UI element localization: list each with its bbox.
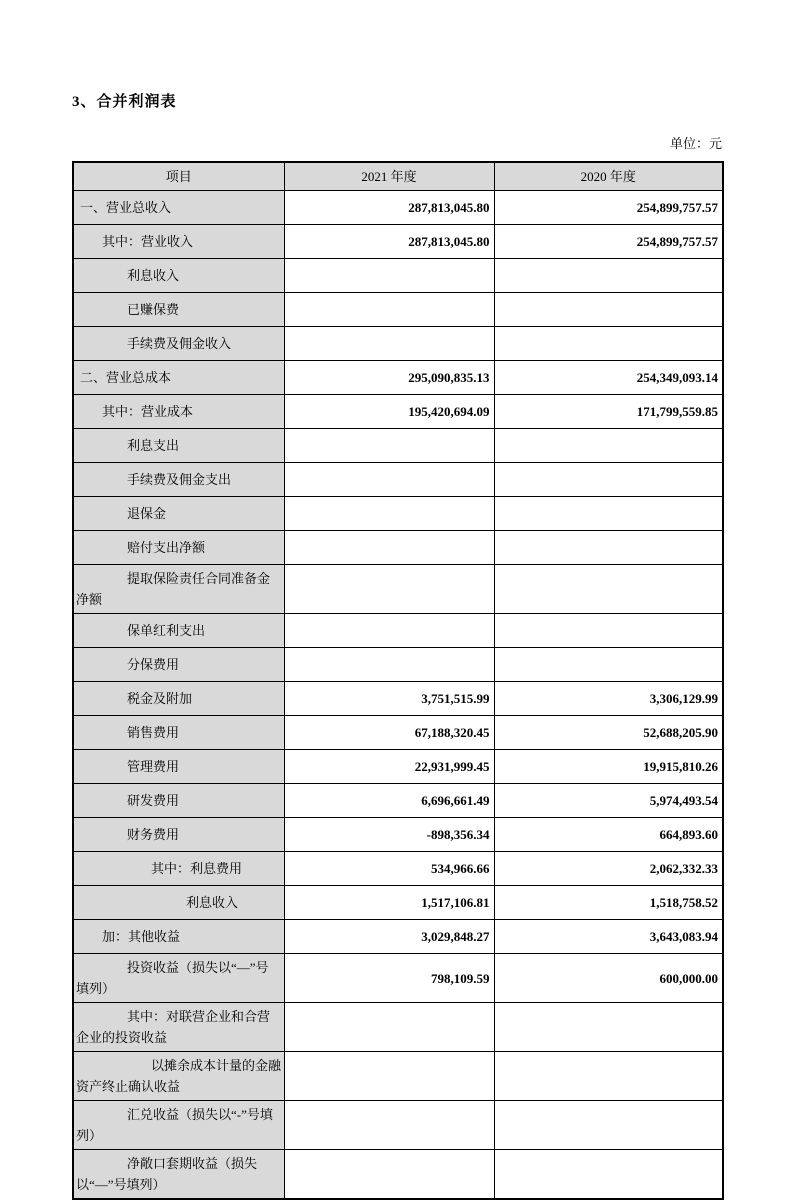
table-row bbox=[73, 191, 723, 225]
value-2021-cell: 287,813,045.80 bbox=[284, 191, 494, 225]
item-label-cell: 加：其他收益 bbox=[73, 920, 284, 954]
item-label-cell: 手续费及佣金收入 bbox=[73, 327, 284, 361]
item-label-cell: 利息收入 bbox=[73, 259, 284, 293]
table-row bbox=[73, 784, 723, 818]
value-2020-cell: 254,349,093.14 bbox=[494, 361, 723, 395]
value-2020-cell: 5,974,493.54 bbox=[494, 784, 723, 818]
item-label-cell: 以摊余成本计量的金融资产终止确认收益 bbox=[73, 1052, 284, 1101]
item-label-cell: 利息收入 bbox=[73, 886, 284, 920]
value-2021-cell: 67,188,320.45 bbox=[284, 716, 494, 750]
table-row bbox=[73, 750, 723, 784]
value-2020-cell: 52,688,205.90 bbox=[494, 716, 723, 750]
value-2021-cell: 534,966.66 bbox=[284, 852, 494, 886]
value-2021-cell: 3,751,515.99 bbox=[284, 682, 494, 716]
value-2021-cell bbox=[284, 648, 494, 682]
value-2020-cell: 600,000.00 bbox=[494, 954, 723, 1003]
value-2020-cell bbox=[494, 648, 723, 682]
table-row bbox=[73, 818, 723, 852]
table-row bbox=[73, 327, 723, 361]
value-2021-cell bbox=[284, 429, 494, 463]
value-2021-cell: 1,517,106.81 bbox=[284, 886, 494, 920]
table-row bbox=[73, 614, 723, 648]
value-2021-cell bbox=[284, 565, 494, 614]
item-label-cell: 已赚保费 bbox=[73, 293, 284, 327]
table-row bbox=[73, 463, 723, 497]
value-2020-cell: 171,799,559.85 bbox=[494, 395, 723, 429]
value-2020-cell bbox=[494, 565, 723, 614]
value-2021-cell bbox=[284, 1003, 494, 1052]
value-2020-cell bbox=[494, 614, 723, 648]
value-2021-cell: 798,109.59 bbox=[284, 954, 494, 1003]
item-label-cell: 研发费用 bbox=[73, 784, 284, 818]
value-2020-cell: 3,306,129.99 bbox=[494, 682, 723, 716]
header-year-2020-column: 2020 年度 bbox=[494, 162, 723, 191]
table-row bbox=[73, 565, 723, 614]
item-label-cell: 财务费用 bbox=[73, 818, 284, 852]
item-label-cell: 管理费用 bbox=[73, 750, 284, 784]
table-row bbox=[73, 1003, 723, 1052]
value-2020-cell: 254,899,757.57 bbox=[494, 225, 723, 259]
table-row bbox=[73, 716, 723, 750]
value-2021-cell: 6,696,661.49 bbox=[284, 784, 494, 818]
header-item-column: 项目 bbox=[73, 162, 284, 191]
item-label-cell: 其中：对联营企业和合营企业的投资收益 bbox=[73, 1003, 284, 1052]
value-2021-cell bbox=[284, 497, 494, 531]
value-2020-cell: 1,518,758.52 bbox=[494, 886, 723, 920]
table-row bbox=[73, 648, 723, 682]
value-2021-cell: -898,356.34 bbox=[284, 818, 494, 852]
value-2020-cell: 3,643,083.94 bbox=[494, 920, 723, 954]
value-2020-cell: 254,899,757.57 bbox=[494, 191, 723, 225]
item-label-cell: 其中：营业成本 bbox=[73, 395, 284, 429]
value-2021-cell bbox=[284, 259, 494, 293]
value-2021-cell bbox=[284, 463, 494, 497]
table-row bbox=[73, 682, 723, 716]
value-2020-cell bbox=[494, 429, 723, 463]
header-year-2021-column: 2021 年度 bbox=[284, 162, 494, 191]
value-2020-cell bbox=[494, 463, 723, 497]
table-row bbox=[73, 429, 723, 463]
value-2021-cell bbox=[284, 614, 494, 648]
item-label-cell: 投资收益（损失以“—”号填列） bbox=[73, 954, 284, 1003]
item-label-cell: 销售费用 bbox=[73, 716, 284, 750]
value-2021-cell: 22,931,999.45 bbox=[284, 750, 494, 784]
item-label-cell: 赔付支出净额 bbox=[73, 531, 284, 565]
table-row bbox=[73, 920, 723, 954]
value-2020-cell bbox=[494, 497, 723, 531]
item-label-cell: 分保费用 bbox=[73, 648, 284, 682]
value-2020-cell bbox=[494, 1003, 723, 1052]
item-label-cell: 二、营业总成本 bbox=[73, 361, 284, 395]
table-row bbox=[73, 497, 723, 531]
value-2020-cell bbox=[494, 1052, 723, 1101]
value-2021-cell: 195,420,694.09 bbox=[284, 395, 494, 429]
item-label-cell: 保单红利支出 bbox=[73, 614, 284, 648]
table-body: 一、营业总收入 287,813,045.80 254,899,757.57 其中：营业收入 287,813,045.80 254,899,757.57 利息收入 已赚保费 手续费及佣金收入 二、营业总成本 295,090,835.13 254,349,093.14 其中：营业成本 195,420,694.09 171,799,559.85 利息支出 手续费及佣金支出 退保金 赔付支出净额 提取保险责任合同准备金净额 保单红利支出 分保费用 税金及附加 3,751,515.99 3,306,129.99 销售费用 67,188,320.45 52,688,205.90 管理费用 22,931,999.45 19,915,810.26 研发费用 6,696,661.49 5,974,493.54 财务费用 -898,356.34 664,893.60 其中：利息费用 534,966.66 2,062,332.33 利息收入 1,517,106.81 1,518,758.52 加：其他收益 3,029,848.27 3,643,083.94 投资收益（损失以“—”号填列） 798,109.59 600,000.00 其中：对联营企业和合营企业的投资收益 以摊余成本计量的金融资产终止确认收益 汇兑收益（损失以“-”号填列） 净敞口套期收益（损失以“—”号填列） bbox=[73, 191, 723, 1123]
table-header bbox=[73, 162, 723, 191]
item-label-cell: 退保金 bbox=[73, 497, 284, 531]
table-row bbox=[73, 259, 723, 293]
value-2020-cell bbox=[494, 259, 723, 293]
item-label-cell: 税金及附加 bbox=[73, 682, 284, 716]
unit-label: 单位：元 bbox=[669, 136, 722, 151]
value-2021-cell: 287,813,045.80 bbox=[284, 225, 494, 259]
table-row bbox=[73, 225, 723, 259]
value-2020-cell bbox=[494, 531, 723, 565]
item-label-cell: 其中：利息费用 bbox=[73, 852, 284, 886]
value-2021-cell bbox=[284, 1052, 494, 1101]
table-row bbox=[73, 886, 723, 920]
item-label-cell: 一、营业总收入 bbox=[73, 191, 284, 225]
value-2021-cell bbox=[284, 1101, 494, 1123]
table-row bbox=[73, 954, 723, 1003]
table-row bbox=[73, 361, 723, 395]
item-label-cell: 汇兑收益（损失以“-”号填列） bbox=[73, 1101, 284, 1123]
table-row bbox=[73, 1052, 723, 1101]
value-2020-cell bbox=[494, 1101, 723, 1123]
table-row bbox=[73, 852, 723, 886]
value-2021-cell bbox=[284, 293, 494, 327]
value-2020-cell bbox=[494, 327, 723, 361]
table-row bbox=[73, 531, 723, 565]
item-label-cell: 利息支出 bbox=[73, 429, 284, 463]
item-label-cell: 其中：营业收入 bbox=[73, 225, 284, 259]
income-statement-table bbox=[72, 161, 724, 1192]
value-2020-cell: 664,893.60 bbox=[494, 818, 723, 852]
value-2020-cell: 2,062,332.33 bbox=[494, 852, 723, 886]
item-label-cell: 手续费及佣金支出 bbox=[73, 463, 284, 497]
value-2020-cell: 19,915,810.26 bbox=[494, 750, 723, 784]
table-row bbox=[73, 293, 723, 327]
section-title: 3、合并利润表 bbox=[72, 94, 177, 110]
item-label-cell: 提取保险责任合同准备金净额 bbox=[73, 565, 284, 614]
value-2021-cell bbox=[284, 327, 494, 361]
value-2020-cell bbox=[494, 293, 723, 327]
value-2021-cell: 3,029,848.27 bbox=[284, 920, 494, 954]
table-row bbox=[73, 1101, 723, 1123]
value-2021-cell: 295,090,835.13 bbox=[284, 361, 494, 395]
table-row bbox=[73, 395, 723, 429]
value-2021-cell bbox=[284, 531, 494, 565]
table-header-row bbox=[73, 162, 723, 191]
